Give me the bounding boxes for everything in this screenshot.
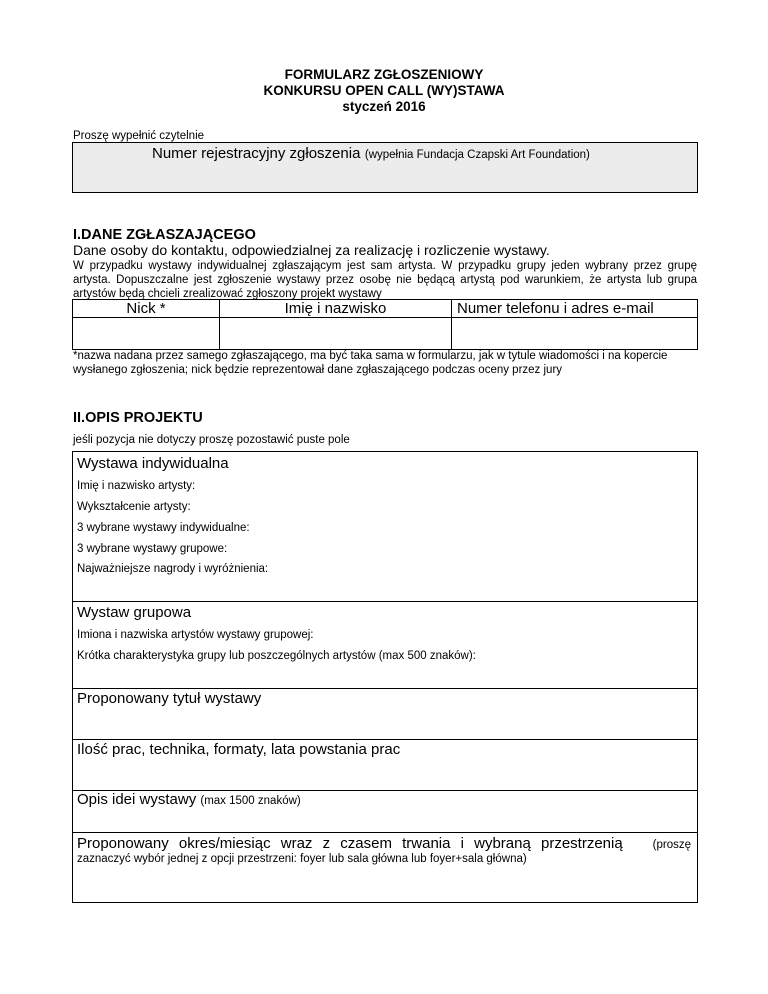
period-note: zaznaczyć wybór jednej z opcji przestrzeni: foyer lub sala główna lub foyer+sala główna) — [77, 853, 527, 865]
individual-exhibition-section[interactable] — [73, 452, 697, 602]
column-name: Imię i nazwisko — [220, 300, 452, 318]
field-awards: Najważniejsze nagrody i wyróżnienia: — [77, 563, 269, 575]
idea-label-row — [77, 791, 301, 808]
field-group-description: Krótka charakterystyka grupy lub poszczególnych artystów (max 500 znaków): — [77, 650, 476, 662]
section1-subheading: Dane osoby do kontaktu, odpowiedzialnej za realizację i rozliczenie wystawy. — [73, 242, 550, 258]
form-date: styczeń 2016 — [342, 99, 426, 114]
registration-label: Numer rejestracyjny zgłoszenia — [152, 145, 361, 162]
registration-note: (wypełnia Fundacja Czapski Art Foundation) — [364, 149, 590, 161]
section1-heading: I.DANE ZGŁASZAJĄCEGO — [73, 227, 256, 243]
form-subtitle: KONKURSU OPEN CALL (WY)STAWA — [263, 83, 505, 98]
instruction-text: Proszę wypełnić czytelnie — [73, 130, 205, 142]
form-title: FORMULARZ ZGŁOSZENIOWY — [284, 67, 484, 82]
period-section[interactable] — [73, 833, 697, 902]
field-artist-education: Wykształcenie artysty: — [77, 501, 191, 513]
period-label: Proponowany okres/miesiąc wraz z czasem trwania i wybraną przestrzenią — [77, 835, 623, 852]
contact-input-cell[interactable] — [452, 318, 697, 349]
group-title: Wystaw grupowa — [77, 604, 192, 621]
field-individual-exhibitions: 3 wybrane wystawy indywidualne: — [77, 522, 250, 534]
idea-note: (max 1500 znaków) — [200, 795, 301, 807]
idea-label: Opis idei wystawy — [77, 791, 197, 808]
period-label-row — [77, 835, 691, 852]
field-artist-name: Imię i nazwisko artysty: — [77, 480, 196, 492]
nick-input-cell[interactable] — [73, 318, 220, 349]
section1-paragraph: W przypadku wystawy indywidualnej zgłaszającym jest sam artysta. W przypadku grupy jeden wybrany przez grupę artysta. Dopuszczalne jest zgłoszenie wystawy przez osobę nie będącą artystą pod warunkiem, że artysta lub grupa artystów będą chcieli zrealizować zgłoszony projekt wystawy — [73, 260, 697, 300]
contact-table — [72, 299, 698, 350]
group-exhibition-section[interactable] — [73, 602, 697, 689]
name-input-cell[interactable] — [220, 318, 452, 349]
idea-section[interactable] — [73, 791, 697, 833]
individual-title: Wystawa indywidualna — [77, 455, 229, 472]
registration-label-row — [152, 145, 590, 163]
project-table — [72, 451, 698, 903]
column-nick: Nick * — [73, 300, 220, 318]
column-contact: Numer telefonu i adres e-mail — [452, 300, 697, 318]
proposed-title-section[interactable] — [73, 689, 697, 740]
field-group-exhibitions: 3 wybrane wystawy grupowe: — [77, 543, 228, 555]
works-section[interactable] — [73, 740, 697, 791]
section2-note: jeśli pozycja nie dotyczy proszę pozostawić puste pole — [73, 434, 350, 446]
section1-footnote: *nazwa nadana przez samego zgłaszającego, ma być taka sama w formularzu, jak w tytule wiadomości i na kopercie wysłanego zgłoszenia; nick będzie reprezentował dane zgłaszającego podczas oceny przez jury — [73, 350, 668, 376]
section2-heading: II.OPIS PROJEKTU — [73, 410, 203, 426]
works-label: Ilość prac, technika, formaty, lata powstania prac — [77, 741, 401, 758]
proposed-title-label: Proponowany tytuł wystawy — [77, 690, 262, 707]
registration-box — [72, 142, 698, 193]
period-note-start: (proszę — [652, 839, 691, 851]
field-group-artists: Imiona i nazwiska artystów wystawy grupowej: — [77, 629, 314, 641]
